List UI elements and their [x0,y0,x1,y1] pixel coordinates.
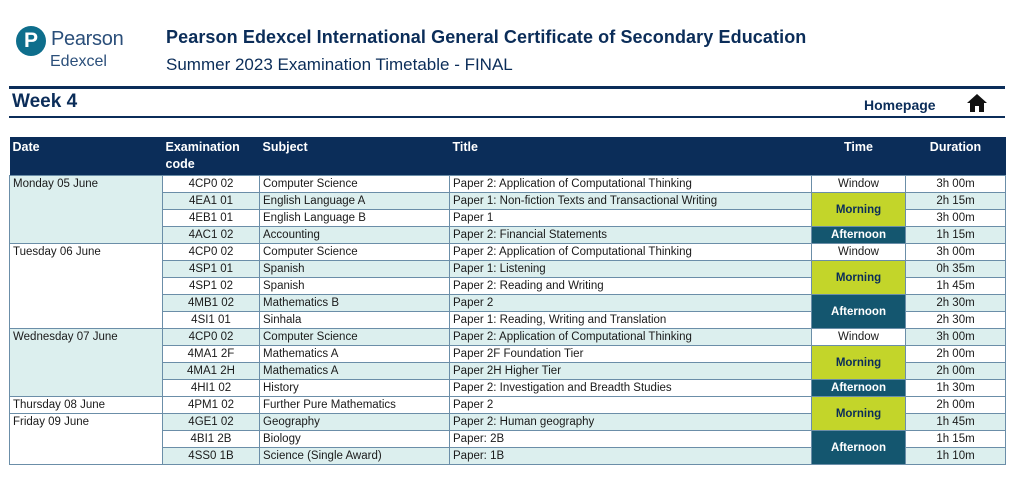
title-cell: Paper 1: Reading, Writing and Translation [450,312,812,329]
duration-cell: 1h 15m [906,431,1006,448]
table-header-row [10,137,1006,176]
duration-cell: 2h 15m [906,193,1006,210]
exam-code-cell: 4SS0 1B [163,448,260,465]
date-cell: Friday 09 June [10,414,163,465]
title-cell: Paper 2H Higher Tier [450,363,812,380]
date-cell: Monday 05 June [10,176,163,244]
title-cell: Paper 2: Investigation and Breadth Studies [450,380,812,397]
edexcel-wordmark: Edexcel [50,53,107,70]
pearson-wordmark: Pearson [51,28,124,50]
title-cell: Paper 2: Application of Computational Thinking [450,176,812,193]
date-cell: Thursday 08 June [10,397,163,414]
title-cell: Paper 2 [450,295,812,312]
title-cell: Paper 2: Application of Computational Thinking [450,329,812,346]
exam-timetable [9,137,1006,465]
duration-cell: 2h 00m [906,346,1006,363]
exam-code-cell: 4CP0 02 [163,329,260,346]
title-cell: Paper 2 [450,397,812,414]
homepage-link[interactable]: Homepage [864,97,936,113]
title-cell: Paper 2: Financial Statements [450,227,812,244]
table-row [10,244,1006,261]
table-row [10,176,1006,193]
time-cell: Afternoon [812,295,906,329]
column-header-code: Examination code [163,137,260,176]
table-row [10,397,1006,414]
document-subtitle: Summer 2023 Examination Timetable - FINAL [166,55,513,74]
duration-cell: 1h 15m [906,227,1006,244]
title-cell: Paper 1: Listening [450,261,812,278]
subject-cell: Spanish [260,278,450,295]
title-cell: Paper 1: Non-fiction Texts and Transactional Writing [450,193,812,210]
time-cell: Window [812,244,906,261]
subject-cell: English Language A [260,193,450,210]
subject-cell: Computer Science [260,244,450,261]
duration-cell: 3h 00m [906,244,1006,261]
duration-cell: 1h 45m [906,414,1006,431]
subject-cell: Computer Science [260,329,450,346]
time-cell: Window [812,176,906,193]
subject-cell: History [260,380,450,397]
header-divider-top [9,86,1005,89]
exam-code-cell: 4EB1 01 [163,210,260,227]
exam-code-cell: 4SP1 01 [163,261,260,278]
exam-code-cell: 4SI1 01 [163,312,260,329]
time-cell: Afternoon [812,227,906,244]
title-cell: Paper: 1B [450,448,812,465]
duration-cell: 0h 35m [906,261,1006,278]
exam-code-cell: 4EA1 01 [163,193,260,210]
date-cell: Tuesday 06 June [10,244,163,329]
column-header-duration: Duration [906,137,1006,176]
exam-code-cell: 4SP1 02 [163,278,260,295]
pearson-logo-mark: P [16,26,46,56]
subject-cell: Further Pure Mathematics [260,397,450,414]
subject-cell: Mathematics A [260,346,450,363]
title-cell: Paper: 2B [450,431,812,448]
exam-code-cell: 4CP0 02 [163,176,260,193]
column-header-date: Date [10,137,163,176]
column-header-subject: Subject [260,137,450,176]
subject-cell: Accounting [260,227,450,244]
column-header-title: Title [450,137,812,176]
title-cell: Paper 1 [450,210,812,227]
time-cell: Afternoon [812,380,906,397]
duration-cell: 3h 00m [906,210,1006,227]
table-row [10,329,1006,346]
duration-cell: 2h 30m [906,312,1006,329]
subject-cell: Geography [260,414,450,431]
subject-cell: Biology [260,431,450,448]
duration-cell: 3h 00m [906,176,1006,193]
duration-cell: 2h 00m [906,397,1006,414]
duration-cell: 2h 30m [906,295,1006,312]
time-cell: Morning [812,346,906,380]
time-cell: Morning [812,397,906,431]
title-cell: Paper 2: Application of Computational Thinking [450,244,812,261]
subject-cell: Mathematics A [260,363,450,380]
subject-cell: English Language B [260,210,450,227]
exam-code-cell: 4MA1 2H [163,363,260,380]
time-cell: Window [812,329,906,346]
duration-cell: 3h 00m [906,329,1006,346]
title-cell: Paper 2: Human geography [450,414,812,431]
exam-code-cell: 4BI1 2B [163,431,260,448]
document-title: Pearson Edexcel International General Certificate of Secondary Education [166,27,807,47]
exam-code-cell: 4MA1 2F [163,346,260,363]
subject-cell: Computer Science [260,176,450,193]
time-cell: Morning [812,261,906,295]
subject-cell: Mathematics B [260,295,450,312]
header-divider-bottom [9,116,1005,118]
subject-cell: Science (Single Award) [260,448,450,465]
duration-cell: 1h 45m [906,278,1006,295]
title-cell: Paper 2: Reading and Writing [450,278,812,295]
exam-code-cell: 4CP0 02 [163,244,260,261]
exam-code-cell: 4HI1 02 [163,380,260,397]
date-cell: Wednesday 07 June [10,329,163,397]
home-icon[interactable] [966,93,988,113]
exam-code-cell: 4AC1 02 [163,227,260,244]
exam-code-cell: 4PM1 02 [163,397,260,414]
subject-cell: Spanish [260,261,450,278]
subject-cell: Sinhala [260,312,450,329]
time-cell: Afternoon [812,431,906,465]
column-header-time: Time [812,137,906,176]
time-cell: Morning [812,193,906,227]
duration-cell: 2h 00m [906,363,1006,380]
duration-cell: 1h 10m [906,448,1006,465]
duration-cell: 1h 30m [906,380,1006,397]
pearson-logo [14,24,134,74]
week-label: Week 4 [12,91,78,112]
exam-code-cell: 4MB1 02 [163,295,260,312]
exam-code-cell: 4GE1 02 [163,414,260,431]
title-cell: Paper 2F Foundation Tier [450,346,812,363]
